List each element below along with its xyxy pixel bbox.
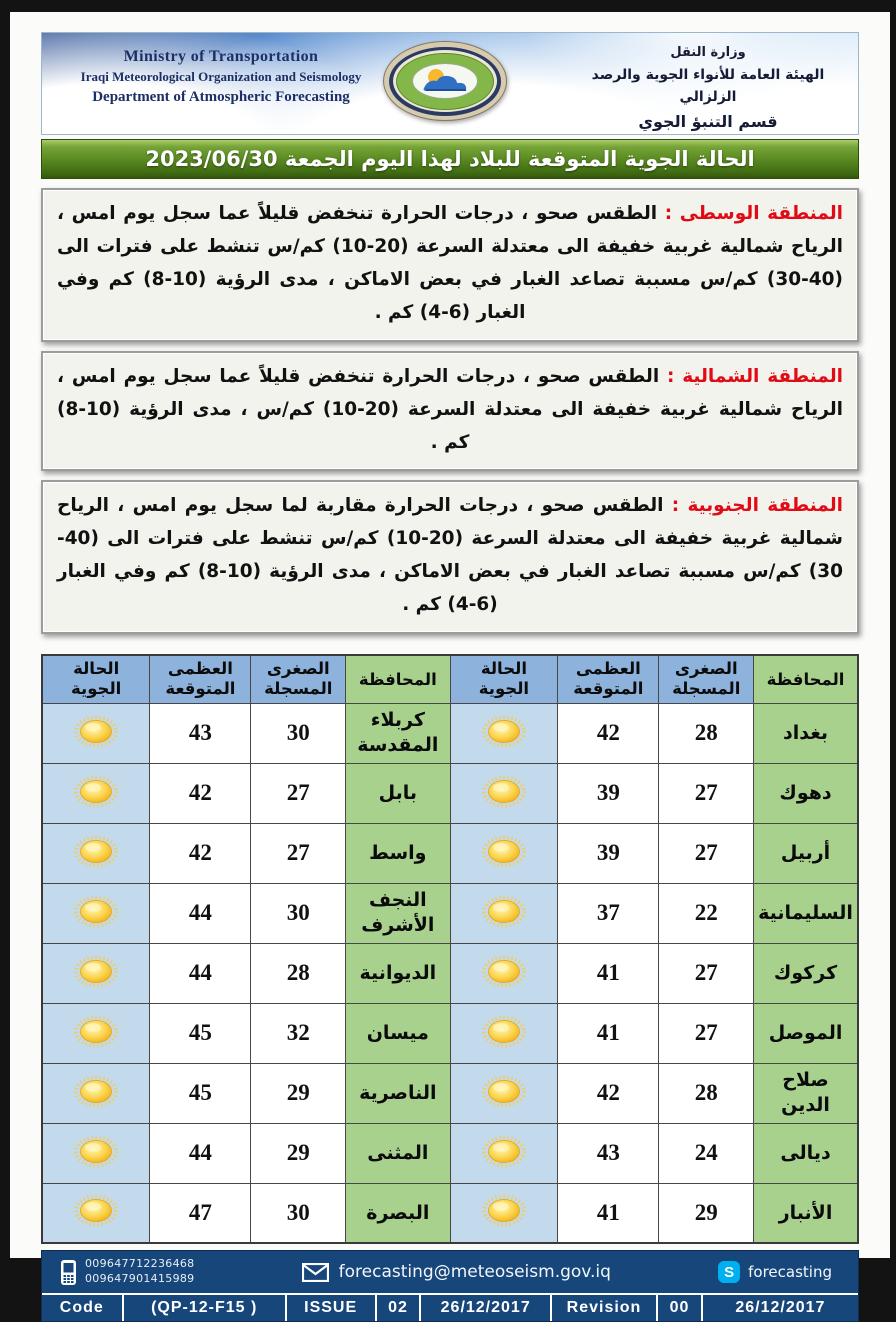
code-label: Code (42, 1295, 124, 1321)
code-value: (QP-12-F15 ) (124, 1295, 287, 1321)
recorded-min-value: 27 (659, 943, 754, 1003)
weather-condition-cell (450, 823, 558, 883)
expected-max-value: 42 (150, 823, 251, 883)
recorded-min-value: 28 (251, 943, 346, 1003)
province-name: البصرة (346, 1183, 450, 1243)
expected-max-value: 41 (558, 1183, 659, 1243)
table-row (42, 823, 858, 883)
province-name: الموصل (754, 1003, 858, 1063)
recorded-min-value: 29 (251, 1123, 346, 1183)
recorded-min-value: 27 (659, 1003, 754, 1063)
sunny-icon (72, 1135, 120, 1168)
issue-date: 26/12/2017 (421, 1295, 552, 1321)
document-code-row (42, 1293, 858, 1321)
weather-condition-cell (450, 943, 558, 1003)
header-weather-condition: الحالة الجوية (450, 655, 558, 703)
sunny-icon (72, 1194, 120, 1227)
province-name: ديالى (754, 1123, 858, 1183)
region-forecast-southern (41, 480, 859, 634)
sunny-icon (480, 835, 528, 868)
region-text-northern: الطقس صحو ، درجات الحرارة تنخفض قليلاً عما سجل يوم امس ، الرياح شمالية غربية خفيفة الى معتدلة السرعة (20-10) كم/س ، مدى الرؤية (10-8) كم . (57, 365, 844, 453)
header-province: المحافظة (754, 655, 858, 703)
header-text-arabic (568, 43, 848, 134)
province-name: بغداد (754, 703, 858, 763)
weather-condition-cell (42, 763, 150, 823)
recorded-min-value: 27 (659, 823, 754, 883)
weather-condition-cell (450, 1003, 558, 1063)
revision-date: 26/12/2017 (735, 1299, 826, 1317)
issue-label: ISSUE (287, 1295, 377, 1321)
expected-max-value: 45 (150, 1063, 251, 1123)
recorded-min-value: 28 (659, 1063, 754, 1123)
ministry-title-ar: وزارة النقل (670, 45, 746, 60)
revision-label: Revision (552, 1295, 658, 1321)
revision-number: 00 (658, 1295, 703, 1321)
province-name: الأنبار (754, 1183, 858, 1243)
sunny-icon (480, 1135, 528, 1168)
province-name: ميسان (346, 1003, 450, 1063)
weather-condition-cell (450, 1123, 558, 1183)
recorded-min-value: 22 (659, 883, 754, 943)
sunny-icon (480, 1075, 528, 1108)
recorded-min-value: 28 (659, 703, 754, 763)
expected-max-value: 43 (150, 703, 251, 763)
table-row (42, 943, 858, 1003)
province-name: دهوك (754, 763, 858, 823)
table-row (42, 1063, 858, 1123)
recorded-min-value: 29 (251, 1063, 346, 1123)
region-label-northern: المنطقة الشمالية : (667, 365, 843, 387)
weather-condition-cell (450, 703, 558, 763)
email-address: forecasting@meteoseism.gov.iq (338, 1262, 611, 1283)
document-page (10, 12, 890, 1317)
table-row (42, 1003, 858, 1063)
expected-max-value: 42 (558, 1063, 659, 1123)
weather-condition-cell (42, 703, 150, 763)
forecast-title-text: الحالة الجوية المتوقعة للبلاد لهذا اليوم الجمعة 2023/06/30 (145, 147, 755, 171)
department-title-ar: قسم التنبؤ الجوي (638, 111, 778, 131)
province-name: الديوانية (346, 943, 450, 1003)
recorded-min-value: 29 (659, 1183, 754, 1243)
region-label-central: المنطقة الوسطى : (664, 203, 843, 224)
expected-max-value: 44 (150, 943, 251, 1003)
province-name: أربيل (754, 823, 858, 883)
province-name: كركوك (754, 943, 858, 1003)
email-contact (302, 1262, 611, 1282)
region-forecast-central (41, 188, 859, 342)
header-weather-condition: الحالة الجوية (42, 655, 150, 703)
province-name: بابل (346, 763, 450, 823)
weather-condition-cell (450, 763, 558, 823)
forecast-title-bar (41, 139, 859, 179)
sunny-icon (480, 955, 528, 988)
weather-condition-cell (42, 1003, 150, 1063)
department-title-en: Department of Atmospheric Forecasting (92, 89, 350, 106)
sunny-icon (72, 895, 120, 928)
provinces-weather-table (41, 654, 859, 1244)
table-row (42, 883, 858, 943)
header-expected-max: العظمى المتوقعة (150, 655, 251, 703)
table-row (42, 763, 858, 823)
weather-condition-cell (42, 943, 150, 1003)
weather-table-body (42, 703, 858, 1243)
header-recorded-min: الصغرى المسجلة (659, 655, 754, 703)
phone-icon (60, 1259, 77, 1286)
expected-max-value: 37 (558, 883, 659, 943)
province-name: واسط (346, 823, 450, 883)
header-expected-max: العظمى المتوقعة (558, 655, 659, 703)
email-icon (302, 1263, 329, 1282)
weather-condition-cell (42, 1183, 150, 1243)
expected-max-value: 44 (150, 1123, 251, 1183)
skype-handle: forecasting (748, 1263, 832, 1282)
recorded-min-value: 27 (659, 763, 754, 823)
sunny-icon (72, 835, 120, 868)
header-banner (41, 32, 859, 135)
province-name: المثنى (346, 1123, 450, 1183)
weather-condition-cell (42, 823, 150, 883)
sunny-icon (480, 1015, 528, 1048)
header-recorded-min: الصغرى المسجلة (251, 655, 346, 703)
sunny-icon (72, 1015, 120, 1048)
expected-max-value: 42 (150, 763, 251, 823)
weather-condition-cell (42, 883, 150, 943)
recorded-min-value: 27 (251, 823, 346, 883)
weather-condition-cell (42, 1063, 150, 1123)
expected-max-value: 39 (558, 763, 659, 823)
recorded-min-value: 24 (659, 1123, 754, 1183)
sunny-icon (480, 895, 528, 928)
skype-icon: S (718, 1261, 740, 1283)
weather-condition-cell (450, 1063, 558, 1123)
table-row (42, 1183, 858, 1243)
issue-number: 02 (377, 1295, 422, 1321)
table-row (42, 1123, 858, 1183)
expected-max-value: 43 (558, 1123, 659, 1183)
expected-max-value: 39 (558, 823, 659, 883)
weather-condition-cell (450, 883, 558, 943)
province-name: كربلاء المقدسة (346, 703, 450, 763)
recorded-min-value: 27 (251, 763, 346, 823)
sun-cloud-emblem-icon (416, 66, 474, 96)
expected-max-value: 44 (150, 883, 251, 943)
table-header-row (42, 655, 858, 703)
recorded-min-value: 32 (251, 1003, 346, 1063)
phone-contact (60, 1257, 194, 1287)
meteorological-org-logo (383, 41, 507, 121)
sunny-icon (72, 955, 120, 988)
sunny-icon (72, 715, 120, 748)
ministry-title-en: Ministry of Transportation (123, 48, 319, 65)
header-text-english (56, 45, 386, 109)
sunny-icon (72, 775, 120, 808)
expected-max-value: 42 (558, 703, 659, 763)
expected-max-value: 47 (150, 1183, 251, 1243)
expected-max-value: 45 (150, 1003, 251, 1063)
sunny-icon (480, 1194, 528, 1227)
header-province: المحافظة (346, 655, 450, 703)
region-label-southern: المنطقة الجنوبية : (671, 495, 843, 517)
province-name: السليمانية (754, 883, 858, 943)
sunny-icon (480, 775, 528, 808)
phone-number-2: 009647901415989 (85, 1272, 195, 1286)
recorded-min-value: 30 (251, 703, 346, 763)
weather-condition-cell (450, 1183, 558, 1243)
region-text-southern: الطقس صحو ، درجات الحرارة مقاربة لما سجل يوم امس ، الرياح شمالية غربية خفيفة الى معتدلة السرعة (20-10) كم/س تنشط على فترات الى (40-30) كم/س مسببة تصاعد الغبار في بعض الاماكن ، مدى الرؤية (10-8) كم وفي الغبار (6-4) كم . (57, 495, 843, 616)
province-name: الناصرية (346, 1063, 450, 1123)
region-text-central: الطقس صحو ، درجات الحرارة تنخفض قليلاً عما سجل يوم امس ، الرياح شمالية غربية خفيفة الى معتدلة السرعة (20-10) كم/س تنشط على فترات الى (40-30) كم/س مسببة تصاعد الغبار في بعض الاماكن ، مدى الرؤية (10-8) كم وفي الغبار (6-4) كم . (57, 203, 844, 323)
region-forecast-northern (41, 351, 859, 472)
province-name: النجف الأشرف (346, 883, 450, 943)
organization-title-ar: الهيئة العامة للأنواء الجوية والرصد الزلزالي (591, 66, 825, 106)
recorded-min-value: 30 (251, 883, 346, 943)
footer (41, 1250, 859, 1322)
sunny-icon (72, 1075, 120, 1108)
province-name: صلاح الدين (754, 1063, 858, 1123)
weather-condition-cell (42, 1123, 150, 1183)
footer-contact-bar (42, 1251, 858, 1293)
expected-max-value: 41 (558, 1003, 659, 1063)
recorded-min-value: 30 (251, 1183, 346, 1243)
organization-title-en: Iraqi Meteorological Organization and Seismology (80, 69, 362, 85)
phone-number-1: 009647712236468 (85, 1257, 195, 1271)
sunny-icon (480, 715, 528, 748)
expected-max-value: 41 (558, 943, 659, 1003)
table-row (42, 703, 858, 763)
